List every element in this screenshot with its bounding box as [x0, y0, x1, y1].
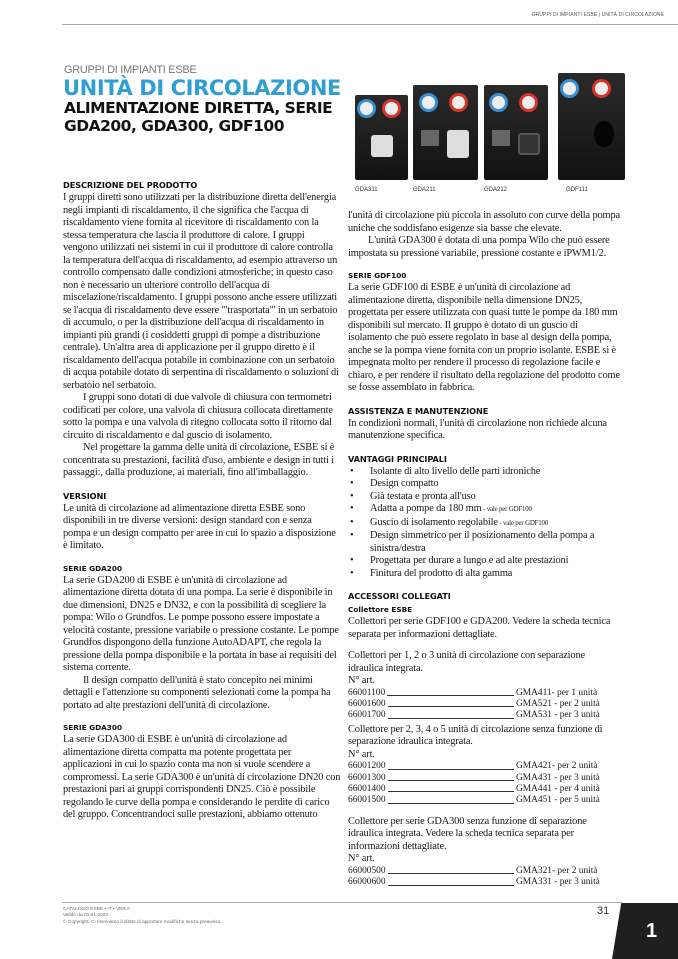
paragraph: Collettori per 1, 2 o 3 unità di circolazione con separazione idraulica integrata. — [348, 650, 585, 674]
article-row: 66001600 GMA521 - per 2 unità — [348, 698, 600, 709]
paragraph: I gruppi sono dotati di due valvole di chiusura con termometri codificati per colore, una valvola di chiusura collocata direttamente sotto la pompa e una valvola di ritegno collocata sotto il ritorno dal circuito di riscaldamento e dal guscio di isolamento. — [63, 392, 333, 441]
valid-date: Valido da 01.01.2023 — [63, 913, 108, 919]
product-label: GDA211 — [413, 187, 436, 193]
article-row: 66000500 GMA321- per 2 unità — [348, 865, 598, 876]
product-image-gda311 — [355, 95, 408, 180]
section-gda200 — [63, 564, 341, 713]
list-item: • Design simmetrico per il posizionamento della pompa a sinistra/destra — [348, 530, 622, 555]
article-row: 66001700 GMA531 - per 3 unità — [348, 710, 600, 721]
article-row: 66001400 GMA441 - per 4 unità — [348, 784, 600, 795]
paragraph: Collettore per 2, 3, 4 o 5 unità di circolazione senza funzione di separazione idraulica integrata. — [348, 723, 603, 748]
product-image-gda211 — [413, 85, 478, 180]
chapter-number: 1 — [646, 920, 658, 942]
section-heading: SERIE GDF100 — [348, 271, 407, 280]
page-subtitle: ALIMENTAZIONE DIRETTA, SERIE GDA200, GDA300, GDF100 — [64, 99, 333, 135]
article-row: 66000600 GMA331 - per 3 unità — [348, 877, 600, 888]
section-heading: VANTAGGI PRINCIPALI — [348, 453, 447, 464]
section-heading: SERIE GDA300 — [63, 723, 123, 732]
blue-thermometer-icon — [419, 93, 438, 112]
paragraph: Il design compatto dell'unità è stato concepito nei minimi dettagli e l'attenzione su componenti selezionati come la pompa ha portato ad alte prestazioni dell'unità di circolazione. — [63, 674, 331, 711]
section-gda300 — [63, 723, 341, 822]
blue-thermometer-icon — [489, 93, 508, 112]
paragraph: l'unità di circolazione più piccola in assoluto con curve della pompa uniche che soddisfano esigenze sia basse che elevate. — [348, 210, 620, 234]
footer-divider — [62, 902, 622, 903]
product-image-gdf111 — [558, 73, 625, 180]
page-title: UNITÀ DI CIRCOLAZIONE — [63, 76, 341, 100]
chapter-tab — [612, 903, 678, 959]
section-heading: ACCESSORI COLLEGATI — [348, 591, 451, 601]
article-row: 66001300 GMA431 - per 3 unità — [348, 772, 600, 783]
section-gda300-continued — [348, 210, 622, 260]
advantages-list — [348, 466, 622, 581]
product-image-gda212 — [484, 85, 548, 180]
paragraph: I gruppi diretti sono utilizzati per la distribuzione diretta dell'energia negli impianti di riscaldamento, il che significa che l'acqua di riscaldamento viene fornita al ricevitore di riscaldamento con la stessa temperatura che lascia il produttore di calore. I gruppi vengono utilizzati nei sistemi in cui il produttore di calore controlla la temperatura dell'acqua di riscaldamento, ad esempio attraverso un controllo compensato dalle condizioni atmosferiche; in questo caso non è necessario un ulteriore controllo dell'acqua di miscelazione/riscaldamento. I gruppi possono anche essere utilizzati se l'acqua di riscaldamento deve essere "'trasportata"' in un serbatoio di accumulo, o per la distribuzione dell'acqua di riscaldamento in impianti più grandi (i cosiddetti gruppi di pompe a distribuzione centrale). Un'altra area di applicazione per il gruppo diretto è il riscaldamento dell'acqua potabile in combinazione con un serbatoio di acqua potabile dotato di serpentina di riscaldamento o soluzioni di serbatoio nel serbatoio. — [63, 192, 339, 391]
left-column — [63, 180, 341, 822]
section-assistenza — [348, 406, 622, 443]
pump-icon — [518, 133, 540, 155]
footer-info — [63, 907, 222, 926]
product-label: GDA212 — [484, 187, 508, 193]
product-label: GDF111 — [566, 187, 588, 193]
art-label: N° art. — [348, 748, 375, 760]
section-versioni — [63, 491, 341, 553]
list-item: • Già testata e pronta all'uso — [348, 491, 622, 504]
header-divider — [62, 24, 678, 25]
article-row: 66001100 GMA411- per 1 unità — [348, 687, 598, 698]
section-descrizione — [63, 180, 341, 480]
paragraph: Nel progettare la gamma delle unità di circolazione, ESBE si è concentrata su prestazioni, facilità d'uso, ambiente e design in tutti i passaggi:, dalla produzione, ai materiali, fino all'imballaggio. — [63, 442, 335, 478]
list-item: • Guscio di isolamento regolabile - vale per GDF100 — [348, 517, 622, 531]
paragraph: La serie GDF100 di ESBE è un'unità di circolazione ad alimentazione diretta, disponibile nella dimensione DN25, progettata per essere utilizzata con quasi tutte le pompe da 180 mm disponibili sul mercato. Il gruppo è dotato di un guscio di isolamento che può essere regolato in base al design della pompa, anche se la pompa viene fornita con un proprio isolante. ESBE si è impegnata molto per rendere il processo di regolazione facile e chiaro, e per rendere il risultato della regolazione del prodotto come se fosse assemblato in fabbrica. — [348, 282, 620, 393]
paragraph: Le unità di circolazione ad alimentazione diretta ESBE sono disponibili in tre diverse versioni: design standard con e senza pompa e un design compatto per aree in cui lo spazio a disposizione è limitato. — [63, 502, 336, 551]
section-heading: DESCRIZIONE DEL PRODOTTO — [63, 180, 198, 190]
list-item: • Isolante di alto livello delle parti idroniche — [348, 466, 622, 479]
list-item: • Adatta a pompe da 180 mm - vale per GDF100 — [348, 503, 622, 517]
paragraph: Collettori per serie GDF100 e GDA200. Vedere la scheda tecnica separata per informazioni dettagliate. — [348, 616, 611, 640]
subheading: Collettore ESBE — [348, 605, 413, 614]
label-plate — [421, 130, 439, 146]
article-row: 66001200 GMA421- per 2 unità — [348, 761, 598, 772]
list-item: • Progettata per durare a lungo e ad alte prestazioni — [348, 555, 622, 568]
blue-thermometer-icon — [357, 99, 376, 118]
section-heading: SERIE GDA200 — [63, 563, 123, 573]
red-thermometer-icon — [449, 93, 468, 112]
art-label: N° art. — [348, 675, 375, 686]
paragraph: In condizioni normali, l'unità di circolazione non richiede alcuna manutenzione specifica. — [348, 417, 607, 441]
section-gdf100 — [348, 271, 622, 395]
catalog-label: CATALOGO ESBE • IT • VER A — [63, 907, 131, 912]
section-vantaggi — [348, 454, 622, 581]
section-heading: ASSISTENZA E MANUTENZIONE — [348, 405, 489, 416]
blue-thermometer-icon — [560, 79, 579, 98]
running-head: GRUPPI DI IMPIANTI ESBE | UNITÀ DI CIRCOLAZIONE — [531, 12, 664, 18]
paragraph: La serie GDA200 di ESBE è un'unità di circolazione ad alimentazione diretta dotata di una pompa. La serie è disponibile in due dimensioni, DN25 e DN32, e con la possibilità di scegliere la pompa: Wilo o Grundfos. Le pompe possono essere impostate a velocità costante, pressione variabile o pressione costante. Le pompe Grundfos dispongono della funzione AutoADAPT, che regola la pressione della pompa disponibile e la portata in base ai requisiti del sistema corrente. — [63, 574, 339, 673]
article-row: 66001500 GMA451 - per 5 unità — [348, 795, 600, 806]
red-thermometer-icon — [382, 99, 401, 118]
paragraph: La serie GDA300 di ESBE è un'unità di circolazione ad alimentazione diretta compatta ma potente progettata per applicazioni in cui lo spazio conta ma non si vuole scendere a compromessi. La serie GDA300 è un'unità di circolazione DN20 con prestazioni pari ai gruppi corrispondenti DN25. Ciò è possibile regolando le curve della pompa e considerando le perdite di carico del gruppo. Concentrandoci sulle prestazioni, abbiamo ottenuto — [63, 734, 341, 820]
section-heading: VERSIONI — [63, 490, 107, 501]
pump-opening — [594, 121, 614, 147]
pump-icon — [447, 130, 469, 158]
label-plate — [492, 130, 510, 146]
list-item: • Finitura del prodotto di alta gamma — [348, 568, 622, 581]
copyright: © Copyright. Ci riserviamo il diritto di apportare modifiche senza preavviso. — [63, 919, 222, 925]
product-label: GDA311 — [355, 187, 378, 193]
page-number: 31 — [597, 905, 610, 917]
paragraph: L'unità GDA300 è dotata di una pompa Wilo che può essere impostata su pressione variabile, pressione costante e iPWM1/2. — [348, 235, 610, 259]
kicker: GRUPPI DI IMPIANTI ESBE — [64, 64, 197, 76]
section-accessori — [348, 591, 622, 889]
red-thermometer-icon — [592, 79, 611, 98]
pump-icon — [371, 135, 393, 157]
red-thermometer-icon — [519, 93, 538, 112]
list-item: • Design compatto — [348, 478, 622, 491]
paragraph: Collettore per serie GDA300 senza funzione di separazione idraulica integrata. Vedere la scheda tecnica separata per informazioni dettagliate. — [348, 815, 587, 852]
right-column — [348, 210, 622, 889]
art-label: N° art. — [348, 853, 375, 865]
